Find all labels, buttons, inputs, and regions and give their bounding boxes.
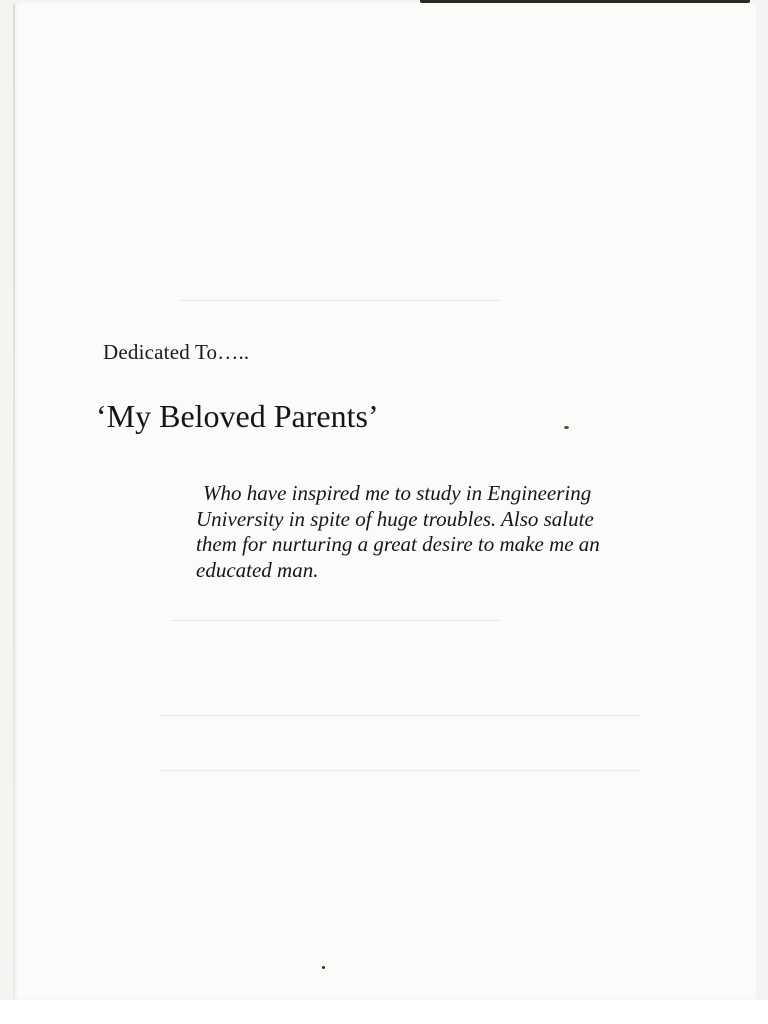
dedication-message-line: them for nurturing a great desire to make me an — [196, 532, 600, 556]
ink-speck — [564, 426, 569, 429]
paper-left-edge — [13, 4, 15, 998]
paper-top-edge-shadow — [420, 0, 750, 3]
bleed-through-line — [160, 770, 640, 771]
dedication-title: ‘My Beloved Parents’ — [96, 398, 379, 434]
scan-bottom-margin — [0, 1000, 768, 1024]
bleed-through-line — [160, 715, 640, 716]
dedication-message-line: educated man. — [196, 557, 319, 582]
ink-speck — [322, 966, 325, 969]
dedication-heading: Dedicated To….. — [103, 340, 250, 364]
bleed-through-line — [180, 300, 500, 301]
dedication-message-line: University in spite of huge troubles. Also salute — [196, 506, 594, 531]
dedication-message-line: Who have inspired me to study in Engineering — [203, 481, 592, 505]
dedication-message — [196, 481, 676, 583]
bleed-through-line — [170, 620, 500, 621]
